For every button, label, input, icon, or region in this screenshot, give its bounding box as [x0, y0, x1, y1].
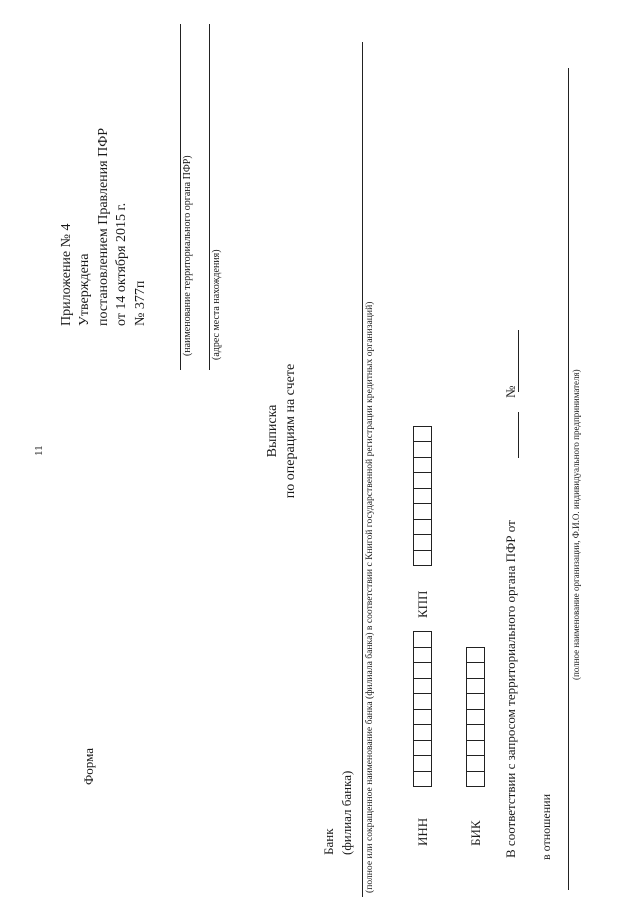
kpp-cell[interactable] — [413, 550, 432, 567]
inn-label: ИНН — [415, 817, 430, 846]
bank-label — [320, 771, 355, 855]
approval-line-1: Приложение № 4 — [59, 223, 74, 326]
bik-cell[interactable] — [466, 678, 485, 695]
bik-field[interactable] — [466, 0, 485, 905]
approval-block — [58, 128, 150, 326]
bik-cell[interactable] — [466, 709, 485, 726]
title-line-1: Выписка — [265, 404, 280, 458]
bik-cell[interactable] — [466, 755, 485, 772]
address-caption: (адрес места нахождения) — [211, 249, 222, 360]
org-name-line[interactable] — [568, 68, 569, 890]
bank-branch-label: (филиал банка) — [338, 770, 354, 855]
kpp-cell[interactable] — [413, 457, 432, 474]
bik-cell[interactable] — [466, 647, 485, 664]
territorial-body-line — [180, 24, 181, 370]
document-title — [264, 336, 300, 526]
territorial-body-caption: (наименование территориального органа ПФР) — [182, 155, 193, 356]
kpp-cell[interactable] — [413, 472, 432, 489]
request-number-line[interactable] — [518, 330, 519, 392]
kpp-cell[interactable] — [413, 519, 432, 536]
request-date-line[interactable] — [518, 412, 519, 458]
bank-label-line: Банк — [321, 828, 336, 855]
kpp-label: КПП — [415, 590, 430, 618]
bik-label: БИК — [468, 820, 483, 846]
address-line — [209, 24, 210, 370]
kpp-cell[interactable] — [413, 534, 432, 551]
bik-cell[interactable] — [466, 693, 485, 710]
page-number: 11 — [33, 445, 45, 456]
bank-name-line — [362, 42, 363, 897]
bik-cell[interactable] — [466, 662, 485, 679]
bik-cell[interactable] — [466, 771, 485, 788]
approval-line-5: № 377п — [132, 280, 148, 326]
kpp-cell[interactable] — [413, 441, 432, 458]
kpp-cell[interactable] — [413, 488, 432, 505]
kpp-cell[interactable] — [413, 503, 432, 520]
request-text: В соответствии с запросом территориального органа ПФР от — [503, 520, 518, 858]
approval-line-4: от 14 октября 2015 г. — [114, 202, 130, 326]
bik-cell[interactable] — [466, 724, 485, 741]
kpp-field[interactable] — [413, 0, 432, 905]
org-name-caption: (полное наименование организации, Ф.И.О. индивидуального предпринимателя) — [571, 369, 581, 680]
regarding-label: в отношении — [539, 793, 553, 860]
bik-cell[interactable] — [466, 740, 485, 757]
approval-line-2: Утверждена — [77, 253, 93, 326]
kpp-cell[interactable] — [413, 426, 432, 443]
approval-line-3: постановлением Правления ПФР — [95, 127, 111, 326]
bank-name-caption: (полное или сокращенное наименование банка (филиала банка) в соответствии с Книгой государственной регистрации кредитных организаций) — [364, 301, 375, 893]
form-label: Форма — [81, 748, 96, 785]
title-line-2: по операциям на счете — [283, 363, 299, 499]
number-sign: № — [503, 385, 518, 398]
